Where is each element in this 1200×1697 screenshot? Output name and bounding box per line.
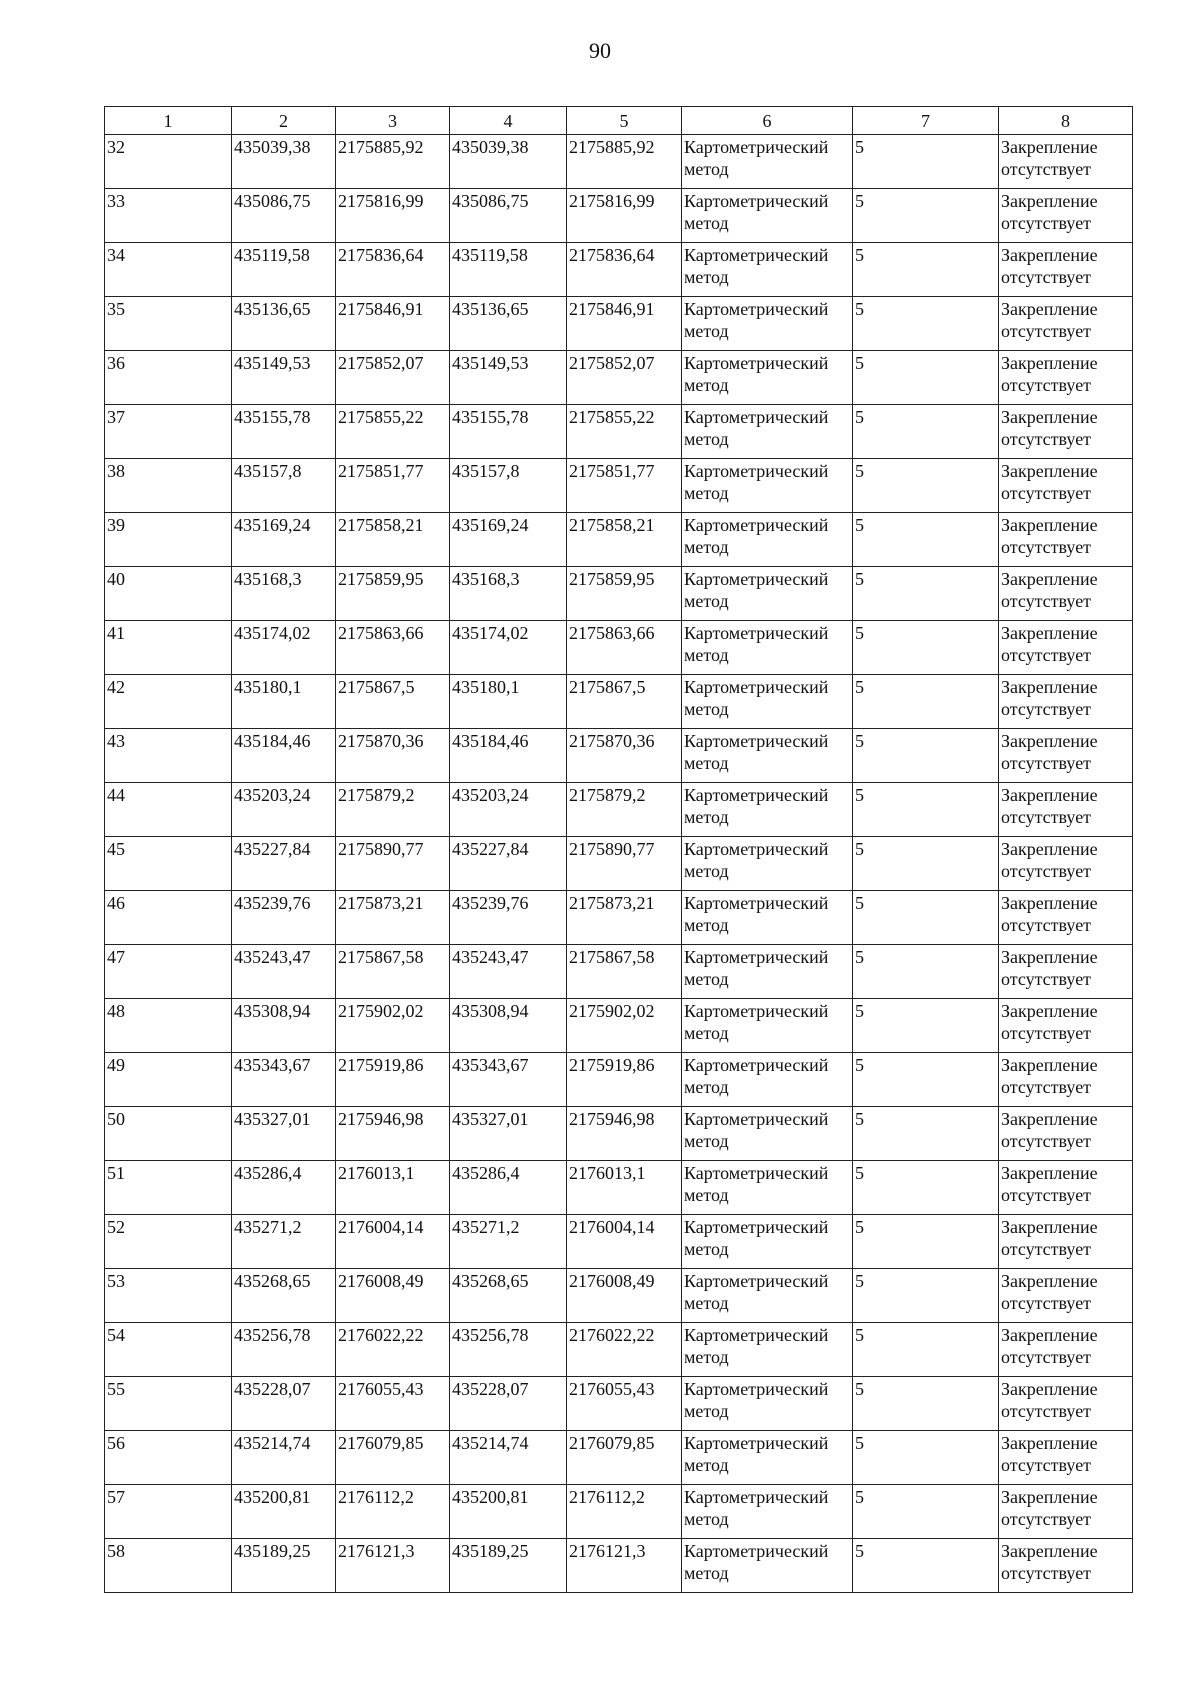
fixing-description-cell: Закрепление отсутствует [999,1431,1133,1485]
accuracy-cell: 5 [853,621,999,675]
y-coordinate-cell: 2176121,3 [336,1539,450,1593]
x-coordinate-cell: 435268,65 [232,1269,336,1323]
fixing-description-cell: Закрепление отсутствует [999,189,1133,243]
method-cell: Картометрический метод [682,1323,853,1377]
y-coordinate-cell: 2175852,07 [336,351,450,405]
method-cell: Картометрический метод [682,513,853,567]
point-number-cell: 36 [105,351,232,405]
table-row [105,837,1133,891]
fixing-description-cell: Закрепление отсутствует [999,675,1133,729]
table-row [105,1539,1133,1593]
fixing-description-cell: Закрепление отсутствует [999,1485,1133,1539]
table-row [105,567,1133,621]
method-cell: Картометрический метод [682,1161,853,1215]
point-number-cell: 32 [105,135,232,189]
table-row [105,1269,1133,1323]
x-coordinate-cell: 435086,75 [232,189,336,243]
table-row [105,729,1133,783]
method-cell: Картометрический метод [682,1485,853,1539]
point-number-cell: 53 [105,1269,232,1323]
x-coordinate-cell: 435136,65 [450,297,567,351]
x-coordinate-cell: 435256,78 [450,1323,567,1377]
y-coordinate-cell: 2175890,77 [336,837,450,891]
method-cell: Картометрический метод [682,243,853,297]
x-coordinate-cell: 435308,94 [450,999,567,1053]
x-coordinate-cell: 435271,2 [232,1215,336,1269]
x-coordinate-cell: 435155,78 [450,405,567,459]
accuracy-cell: 5 [853,1323,999,1377]
point-number-cell: 42 [105,675,232,729]
x-coordinate-cell: 435157,8 [232,459,336,513]
y-coordinate-cell: 2175851,77 [567,459,682,513]
accuracy-cell: 5 [853,297,999,351]
method-cell: Картометрический метод [682,351,853,405]
x-coordinate-cell: 435227,84 [450,837,567,891]
fixing-description-cell: Закрепление отсутствует [999,1107,1133,1161]
accuracy-cell: 5 [853,1539,999,1593]
accuracy-cell: 5 [853,243,999,297]
table-row [105,1431,1133,1485]
fixing-description-cell: Закрепление отсутствует [999,945,1133,999]
x-coordinate-cell: 435343,67 [450,1053,567,1107]
point-number-cell: 50 [105,1107,232,1161]
fixing-description-cell: Закрепление отсутствует [999,135,1133,189]
x-coordinate-cell: 435214,74 [450,1431,567,1485]
accuracy-cell: 5 [853,1431,999,1485]
x-coordinate-cell: 435169,24 [450,513,567,567]
fixing-description-cell: Закрепление отсутствует [999,405,1133,459]
page-number: 90 [589,38,611,63]
point-number-cell: 35 [105,297,232,351]
x-coordinate-cell: 435169,24 [232,513,336,567]
method-cell: Картометрический метод [682,297,853,351]
x-coordinate-cell: 435327,01 [232,1107,336,1161]
y-coordinate-cell: 2176055,43 [336,1377,450,1431]
accuracy-cell: 5 [853,1269,999,1323]
x-coordinate-cell: 435189,25 [232,1539,336,1593]
table-row [105,1485,1133,1539]
x-coordinate-cell: 435243,47 [232,945,336,999]
method-cell: Картометрический метод [682,945,853,999]
method-cell: Картометрический метод [682,1053,853,1107]
point-number-cell: 38 [105,459,232,513]
table-row [105,999,1133,1053]
point-number-cell: 33 [105,189,232,243]
x-coordinate-cell: 435203,24 [232,783,336,837]
point-number-cell: 39 [105,513,232,567]
x-coordinate-cell: 435168,3 [232,567,336,621]
method-cell: Картометрический метод [682,999,853,1053]
x-coordinate-cell: 435228,07 [232,1377,336,1431]
x-coordinate-cell: 435119,58 [232,243,336,297]
y-coordinate-cell: 2175885,92 [567,135,682,189]
column-header: 3 [336,107,450,135]
header-row [105,107,1133,135]
table-row [105,621,1133,675]
x-coordinate-cell: 435039,38 [232,135,336,189]
method-cell: Картометрический метод [682,1107,853,1161]
point-number-cell: 58 [105,1539,232,1593]
y-coordinate-cell: 2175859,95 [336,567,450,621]
table-row [105,675,1133,729]
x-coordinate-cell: 435286,4 [450,1161,567,1215]
x-coordinate-cell: 435119,58 [450,243,567,297]
method-cell: Картометрический метод [682,567,853,621]
x-coordinate-cell: 435180,1 [232,675,336,729]
y-coordinate-cell: 2176121,3 [567,1539,682,1593]
x-coordinate-cell: 435256,78 [232,1323,336,1377]
x-coordinate-cell: 435203,24 [450,783,567,837]
accuracy-cell: 5 [853,675,999,729]
method-cell: Картометрический метод [682,783,853,837]
point-number-cell: 52 [105,1215,232,1269]
y-coordinate-cell: 2176013,1 [336,1161,450,1215]
accuracy-cell: 5 [853,189,999,243]
method-cell: Картометрический метод [682,459,853,513]
point-number-cell: 44 [105,783,232,837]
y-coordinate-cell: 2175846,91 [567,297,682,351]
accuracy-cell: 5 [853,405,999,459]
accuracy-cell: 5 [853,459,999,513]
accuracy-cell: 5 [853,1377,999,1431]
fixing-description-cell: Закрепление отсутствует [999,1323,1133,1377]
y-coordinate-cell: 2175836,64 [567,243,682,297]
y-coordinate-cell: 2175846,91 [336,297,450,351]
x-coordinate-cell: 435214,74 [232,1431,336,1485]
x-coordinate-cell: 435200,81 [450,1485,567,1539]
x-coordinate-cell: 435155,78 [232,405,336,459]
x-coordinate-cell: 435228,07 [450,1377,567,1431]
point-number-cell: 43 [105,729,232,783]
y-coordinate-cell: 2175946,98 [567,1107,682,1161]
y-coordinate-cell: 2175855,22 [567,405,682,459]
fixing-description-cell: Закрепление отсутствует [999,999,1133,1053]
x-coordinate-cell: 435184,46 [450,729,567,783]
accuracy-cell: 5 [853,1215,999,1269]
table-body [105,135,1133,1593]
table-row [105,459,1133,513]
method-cell: Картометрический метод [682,1269,853,1323]
table-row [105,351,1133,405]
y-coordinate-cell: 2175873,21 [336,891,450,945]
method-cell: Картометрический метод [682,1539,853,1593]
table-row [105,405,1133,459]
x-coordinate-cell: 435268,65 [450,1269,567,1323]
y-coordinate-cell: 2175859,95 [567,567,682,621]
point-number-cell: 55 [105,1377,232,1431]
y-coordinate-cell: 2175858,21 [567,513,682,567]
y-coordinate-cell: 2175852,07 [567,351,682,405]
x-coordinate-cell: 435174,02 [232,621,336,675]
table-row [105,1107,1133,1161]
y-coordinate-cell: 2176112,2 [567,1485,682,1539]
x-coordinate-cell: 435200,81 [232,1485,336,1539]
y-coordinate-cell: 2176079,85 [336,1431,450,1485]
point-number-cell: 51 [105,1161,232,1215]
y-coordinate-cell: 2175816,99 [567,189,682,243]
table-row [105,1161,1133,1215]
fixing-description-cell: Закрепление отсутствует [999,351,1133,405]
accuracy-cell: 5 [853,1161,999,1215]
y-coordinate-cell: 2175890,77 [567,837,682,891]
y-coordinate-cell: 2175863,66 [336,621,450,675]
y-coordinate-cell: 2176008,49 [336,1269,450,1323]
column-header: 7 [853,107,999,135]
fixing-description-cell: Закрепление отсутствует [999,729,1133,783]
y-coordinate-cell: 2175902,02 [336,999,450,1053]
y-coordinate-cell: 2176008,49 [567,1269,682,1323]
column-header: 5 [567,107,682,135]
table-row [105,513,1133,567]
fixing-description-cell: Закрепление отсутствует [999,297,1133,351]
accuracy-cell: 5 [853,1053,999,1107]
method-cell: Картометрический метод [682,189,853,243]
accuracy-cell: 5 [853,837,999,891]
point-number-cell: 57 [105,1485,232,1539]
accuracy-cell: 5 [853,135,999,189]
y-coordinate-cell: 2175919,86 [567,1053,682,1107]
y-coordinate-cell: 2175879,2 [567,783,682,837]
x-coordinate-cell: 435189,25 [450,1539,567,1593]
point-number-cell: 56 [105,1431,232,1485]
table-row [105,297,1133,351]
method-cell: Картометрический метод [682,891,853,945]
x-coordinate-cell: 435239,76 [450,891,567,945]
y-coordinate-cell: 2175946,98 [336,1107,450,1161]
method-cell: Картометрический метод [682,135,853,189]
point-number-cell: 37 [105,405,232,459]
fixing-description-cell: Закрепление отсутствует [999,621,1133,675]
column-header: 4 [450,107,567,135]
y-coordinate-cell: 2176079,85 [567,1431,682,1485]
method-cell: Картометрический метод [682,1431,853,1485]
x-coordinate-cell: 435136,65 [232,297,336,351]
x-coordinate-cell: 435180,1 [450,675,567,729]
x-coordinate-cell: 435327,01 [450,1107,567,1161]
x-coordinate-cell: 435039,38 [450,135,567,189]
accuracy-cell: 5 [853,891,999,945]
fixing-description-cell: Закрепление отсутствует [999,1053,1133,1107]
y-coordinate-cell: 2176004,14 [567,1215,682,1269]
point-number-cell: 34 [105,243,232,297]
point-number-cell: 54 [105,1323,232,1377]
column-header: 1 [105,107,232,135]
accuracy-cell: 5 [853,567,999,621]
method-cell: Картометрический метод [682,729,853,783]
fixing-description-cell: Закрепление отсутствует [999,567,1133,621]
y-coordinate-cell: 2175885,92 [336,135,450,189]
y-coordinate-cell: 2175919,86 [336,1053,450,1107]
point-number-cell: 41 [105,621,232,675]
y-coordinate-cell: 2175867,5 [567,675,682,729]
coordinates-table [104,106,1133,1593]
y-coordinate-cell: 2175816,99 [336,189,450,243]
table-row [105,1323,1133,1377]
column-header: 8 [999,107,1133,135]
x-coordinate-cell: 435086,75 [450,189,567,243]
accuracy-cell: 5 [853,783,999,837]
column-header: 2 [232,107,336,135]
table-row [105,135,1133,189]
accuracy-cell: 5 [853,513,999,567]
x-coordinate-cell: 435157,8 [450,459,567,513]
method-cell: Картометрический метод [682,405,853,459]
y-coordinate-cell: 2175870,36 [567,729,682,783]
x-coordinate-cell: 435149,53 [450,351,567,405]
table-row [105,1377,1133,1431]
x-coordinate-cell: 435227,84 [232,837,336,891]
method-cell: Картометрический метод [682,1215,853,1269]
point-number-cell: 49 [105,1053,232,1107]
table-row [105,1215,1133,1269]
column-header: 6 [682,107,853,135]
fixing-description-cell: Закрепление отсутствует [999,513,1133,567]
fixing-description-cell: Закрепление отсутствует [999,1215,1133,1269]
accuracy-cell: 5 [853,729,999,783]
point-number-cell: 40 [105,567,232,621]
x-coordinate-cell: 435184,46 [232,729,336,783]
point-number-cell: 45 [105,837,232,891]
point-number-cell: 47 [105,945,232,999]
table-row [105,1053,1133,1107]
accuracy-cell: 5 [853,351,999,405]
y-coordinate-cell: 2175863,66 [567,621,682,675]
fixing-description-cell: Закрепление отсутствует [999,459,1133,513]
fixing-description-cell: Закрепление отсутствует [999,891,1133,945]
y-coordinate-cell: 2175855,22 [336,405,450,459]
x-coordinate-cell: 435168,3 [450,567,567,621]
y-coordinate-cell: 2175873,21 [567,891,682,945]
y-coordinate-cell: 2175858,21 [336,513,450,567]
fixing-description-cell: Закрепление отсутствует [999,1269,1133,1323]
fixing-description-cell: Закрепление отсутствует [999,243,1133,297]
x-coordinate-cell: 435343,67 [232,1053,336,1107]
y-coordinate-cell: 2176055,43 [567,1377,682,1431]
y-coordinate-cell: 2175902,02 [567,999,682,1053]
accuracy-cell: 5 [853,1107,999,1161]
y-coordinate-cell: 2175870,36 [336,729,450,783]
y-coordinate-cell: 2176022,22 [567,1323,682,1377]
x-coordinate-cell: 435149,53 [232,351,336,405]
method-cell: Картометрический метод [682,837,853,891]
y-coordinate-cell: 2175879,2 [336,783,450,837]
y-coordinate-cell: 2176022,22 [336,1323,450,1377]
x-coordinate-cell: 435239,76 [232,891,336,945]
y-coordinate-cell: 2176112,2 [336,1485,450,1539]
fixing-description-cell: Закрепление отсутствует [999,837,1133,891]
accuracy-cell: 5 [853,945,999,999]
y-coordinate-cell: 2175867,58 [336,945,450,999]
x-coordinate-cell: 435271,2 [450,1215,567,1269]
x-coordinate-cell: 435286,4 [232,1161,336,1215]
y-coordinate-cell: 2175851,77 [336,459,450,513]
table-row [105,189,1133,243]
table-row [105,945,1133,999]
y-coordinate-cell: 2175867,58 [567,945,682,999]
fixing-description-cell: Закрепление отсутствует [999,1161,1133,1215]
y-coordinate-cell: 2176013,1 [567,1161,682,1215]
method-cell: Картометрический метод [682,621,853,675]
accuracy-cell: 5 [853,1485,999,1539]
fixing-description-cell: Закрепление отсутствует [999,1377,1133,1431]
x-coordinate-cell: 435174,02 [450,621,567,675]
y-coordinate-cell: 2175836,64 [336,243,450,297]
method-cell: Картометрический метод [682,675,853,729]
table-row [105,891,1133,945]
x-coordinate-cell: 435243,47 [450,945,567,999]
y-coordinate-cell: 2176004,14 [336,1215,450,1269]
fixing-description-cell: Закрепление отсутствует [999,1539,1133,1593]
point-number-cell: 46 [105,891,232,945]
point-number-cell: 48 [105,999,232,1053]
accuracy-cell: 5 [853,999,999,1053]
method-cell: Картометрический метод [682,1377,853,1431]
fixing-description-cell: Закрепление отсутствует [999,783,1133,837]
table-row [105,783,1133,837]
y-coordinate-cell: 2175867,5 [336,675,450,729]
table-row [105,243,1133,297]
x-coordinate-cell: 435308,94 [232,999,336,1053]
